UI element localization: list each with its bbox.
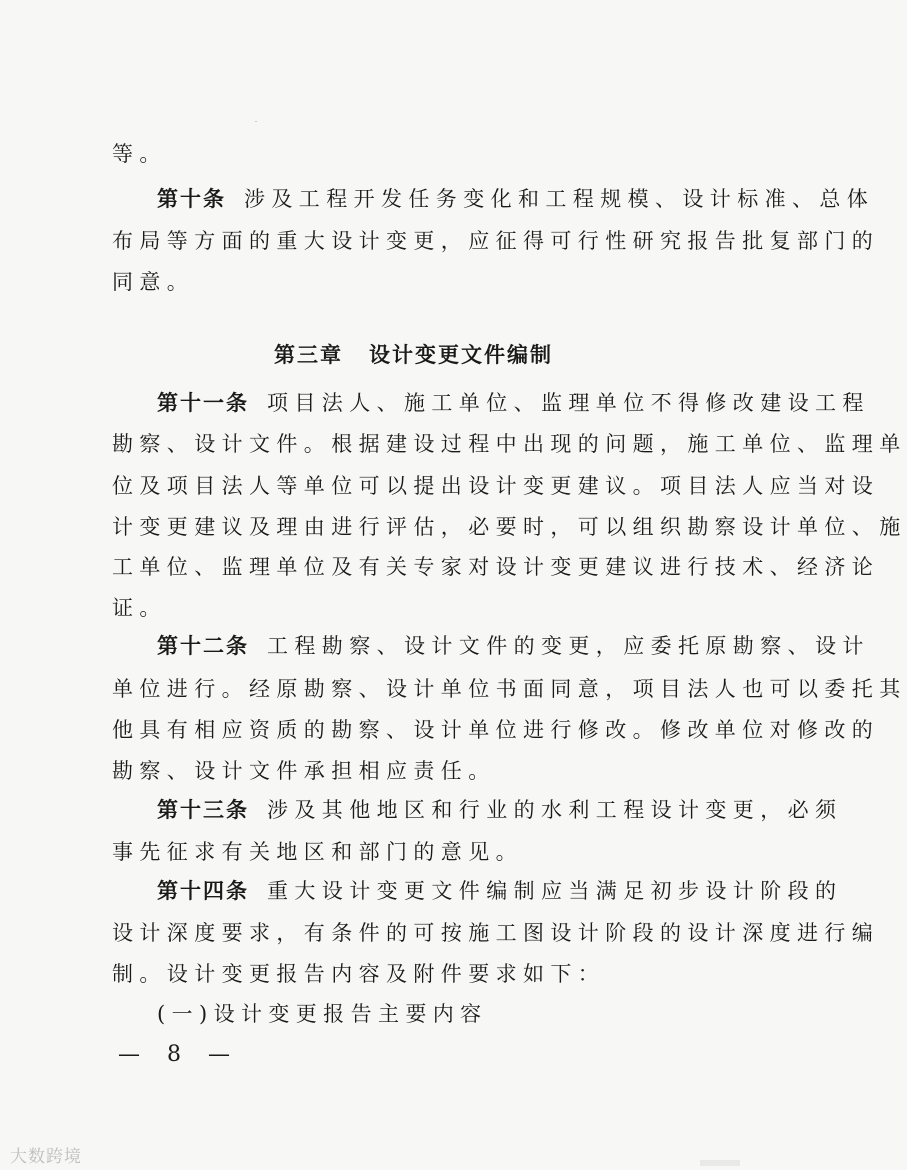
text-line: 设计深度要求，有条件的可按施工图设计阶段的设计深度进行编 — [112, 921, 880, 945]
watermark-text: 大数跨境 — [10, 1147, 82, 1167]
article-label: 第十一条 — [157, 390, 249, 415]
text-line: 勘察、设计文件。根据建设过程中出现的问题，施工单位、监理单 — [112, 432, 907, 456]
text-line: 证。 — [112, 596, 167, 620]
watermark — [10, 1142, 82, 1167]
text-line: 等。 — [112, 142, 167, 166]
chapter-heading — [0, 342, 827, 368]
article-text: 涉及其他地区和行业的水利工程设计变更，必须 — [267, 798, 843, 822]
article-14 — [157, 878, 843, 903]
article-label: 第十二条 — [157, 633, 249, 658]
article-11 — [157, 390, 870, 415]
article-text: 项目法人、施工单位、监理单位不得修改建设工程 — [267, 391, 870, 415]
article-12 — [157, 633, 870, 658]
article-label: 第十三条 — [157, 797, 249, 822]
text-line: 单位进行。经原勘察、设计单位书面同意，项目法人也可以委托其 — [112, 677, 907, 701]
article-13 — [157, 797, 843, 822]
text-line: 事先征求有关地区和部门的意见。 — [112, 840, 523, 864]
text-line: 位及项目法人等单位可以提出设计变更建议。项目法人应当对设 — [112, 474, 880, 498]
text-line: 工单位、监理单位及有关专家对设计变更建议进行技术、经济论 — [112, 555, 880, 579]
article-text: 涉及工程开发任务变化和工程规模、设计标准、总体 — [244, 187, 875, 211]
scan-mark — [255, 121, 257, 122]
article-10 — [157, 186, 875, 211]
article-text: 工程勘察、设计文件的变更，应委托原勘察、设计 — [267, 634, 870, 658]
text-line: 制。设计变更报告内容及附件要求如下： — [112, 962, 606, 986]
text-line: 他具有相应资质的勘察、设计单位进行修改。修改单位对修改的 — [112, 718, 880, 742]
article-label: 第十四条 — [157, 878, 249, 903]
article-text: 重大设计变更文件编制应当满足初步设计阶段的 — [267, 879, 843, 903]
text-line: 同意。 — [112, 270, 195, 294]
article-label: 第十条 — [157, 186, 226, 211]
text-line: 勘察、设计文件承担相应责任。 — [112, 759, 496, 783]
chapter-title: 设计变更文件编制 — [369, 342, 553, 367]
chapter-number: 第三章 — [274, 342, 343, 367]
text-line: 布局等方面的重大设计变更，应征得可行性研究报告批复部门的 — [112, 229, 880, 253]
page-number: — 8 — — [118, 1042, 240, 1067]
scan-mark — [700, 1160, 740, 1166]
text-line: (一)设计变更报告主要内容 — [157, 1002, 488, 1026]
text-line: 计变更建议及理由进行评估，必要时，可以组织勘察设计单位、施 — [112, 515, 907, 539]
